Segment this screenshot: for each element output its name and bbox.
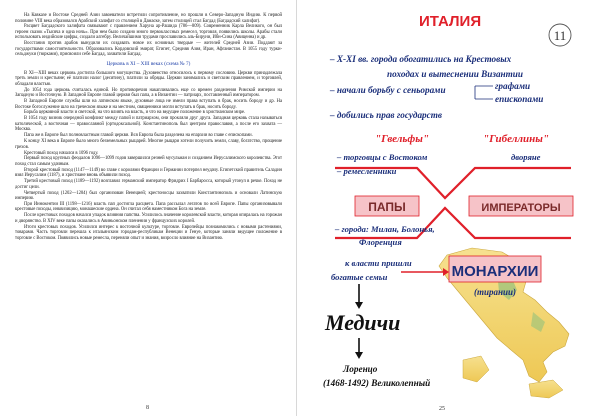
paragraph: Крестовый поход начался в 1096 году.	[24, 150, 99, 156]
label-popes: ПАПЫ	[368, 200, 406, 214]
lorenzo-line-1: Лоренцо	[343, 364, 378, 374]
popes-box	[355, 196, 419, 216]
right-page	[297, 0, 589, 416]
paragraph: Итоги крестовых походов. Усилился интерес к восточной культуре, торговле. Европейцы познакомились с новыми растениями, товарами. Часть торговли перешла к итальянским городам-республикам Венеции и Генуе, которые заняли ведущее положение в торговле с Востоком. Появились новые ремесла, переняли опыт и знания, возросло влияние на Византию.	[15, 224, 282, 241]
label-ghibellines: "Гибеллины"	[483, 133, 550, 145]
monarchies-box	[449, 256, 541, 282]
label-tyranny: (тирании)	[473, 287, 517, 297]
paragraph: В 1054 году возник очередной конфликт между папой и патриархом, они прокляли друг друга. Западная церковь стала называться католической, а восточная — православной (ортодоксальной). Константинополь был центром православия, а после его захвата — Москва.	[15, 116, 282, 133]
paragraph: Третий крестовый поход (1189—1192) возглавил германский император Фридрих I Барбаросса, который утонул в речке. Поход не достиг цели.	[15, 179, 282, 190]
to-power-line-2: богатые семьи	[331, 272, 388, 282]
paragraph: На Кавказе и Востоке Средней Азии завоеватели встретили сопротивление, но прошли в Северо-Западную Индию. К первой половине VIII века образовался Арабский халифат со столицей в Дамаске, затем столицей стал Багдад (Багдадский халифат).	[15, 13, 282, 24]
to-power-line-1: к власти пришли	[345, 258, 412, 268]
page-number-left: 8	[146, 405, 149, 411]
ghibellines-desc: дворяне	[511, 152, 541, 162]
text-episkop: епископами	[495, 94, 544, 104]
label-medici: Медичи	[325, 310, 401, 335]
label-guelphs: "Гвельфы"	[375, 133, 430, 145]
text-grafy: графами	[495, 81, 531, 91]
paragraph: Борьба церковной власти и светской, на что влиять на власть, и что на ведущее положение в христианском мире.	[24, 110, 246, 116]
paragraph: После крестовых походов начался упадок влияния папства. Усилилось значение королевской власти, которая опиралась на горожан и дворянство. В XIV веке папы оказались в Авиньонском пленении у французских королей.	[15, 213, 282, 224]
section-title: Церковь в XI – XIII веках (схема № 7)	[106, 60, 191, 67]
paragraph: Первый поход крупных феодалов 1096—1099 годов завершился резней мусульман и созданием Иерусалимского королевства. Этот поход стал самым удачным.	[15, 156, 282, 167]
paragraph: При Иннокентии III (1198—1216) власть пап достигла расцвета. Папа рассылал легатов по всей Европе. Папы организовывали крестовые походы, инквизицию, монашеские ордена. Он считал себя наместником Бога на земле.	[15, 201, 282, 213]
paragraph: К концу XI века в Европе было много безземельных рыцарей. Многие рыцари хотели получить земли, славу, богатство, прощение грехов.	[15, 139, 282, 150]
paragraph: Папа же в Европе был полновластным главой церкви. Вся Европа была разделена на епархии во главе с епископами.	[24, 133, 253, 139]
emperors-box	[469, 196, 573, 216]
scheme-number: 11	[553, 28, 567, 43]
text-line-2: походах и вытеснении Византии	[387, 69, 524, 79]
text-block-a	[15, 13, 282, 58]
paragraph: До 1054 года церковь считалась единой. Но противоречия накапливались еще со времен разделения Римской империи на Западную и Восточную. В Западной Европе главой церкви был папа, а в Византии — патриарх, поставленный императором.	[15, 87, 282, 99]
cities-line-1: – города: Милан, Болонья,	[335, 224, 435, 234]
text-block-b	[15, 71, 282, 241]
label-monarchies: МОНАРХИИ	[451, 263, 539, 280]
page-number-right: 25	[439, 406, 445, 412]
title-italy: ИТАЛИЯ	[419, 13, 482, 30]
scheme-number-badge	[549, 24, 571, 46]
text-line-1: – X-XI вв. города обогатились на Крестовых	[330, 54, 512, 64]
paragraph: Расцвет Багдадского халифата связывают с правлением Харуна ар-Рашида (786—809). Современник Карла Великого, он был героем сказок «Тысяча и одна ночь». При нем было создано много первоклассных ремесел, торговля, появились школы. Арабы стали использовать индийские цифры, создали алгебру. Величайшими трудами прославились аль-Бируни, Ибн-Сина (Авиценна) и др.	[15, 24, 282, 41]
paragraph: Второй крестовый поход (1147—1149) во главе с королями Франции и Германии потерпел неудачу. Египетский правитель Саладин взял Иерусалим (1187), и христиане вновь объявили поход.	[15, 167, 282, 179]
paragraph: Четвертый поход (1202—1204) был организован Венецией; крестоносцы захватили Константинополь и основали Латинскую империю.	[15, 190, 282, 202]
text-line-4: – добились прав государств	[330, 110, 442, 120]
text-line-3: – начали борьбу с сеньорами	[330, 85, 446, 95]
guelphs-desc-1: – торговцы с Востоком	[337, 152, 428, 162]
italy-diagram	[297, 0, 589, 416]
lorenzo-line-2: (1468-1492) Великолепный	[323, 378, 431, 388]
paragraph: Восстания против арабов вынудили их создавать новое их основных твердые — жителей Средней Азии. Поддают за государствами самостоятельности. Образовались Кордовский эмират, Египет, Средняя Азия, Иран, Афганистан. В 1055 году турки-сельджуки (тюрками), присвоили себе Багдад, захватили Багдад.	[15, 41, 282, 58]
paragraph: В Западной Европе службы шли на латинском языке, духовные лица не имели права вступать в брак, носить бороду и др. На Востоке богослужение шло на греческом языке и на местном, священники могли вступать в брак, носить бороду.	[15, 99, 282, 110]
brace-icon	[475, 86, 493, 99]
label-emperors: ИМПЕРАТОРЫ	[481, 202, 561, 214]
paragraph: В XI—XIII веках церковь достигла большого могущества. Духовенство относилось к первому сословию. Церкви принадлежала треть земли и крестьяне; её платили налог (десятину), платили за обряды. Церкви занимались и светским правлением, и торговлей, обладали властью.	[15, 70, 282, 87]
cities-line-2: Флоренция	[359, 237, 402, 247]
guelphs-desc-2: – ремесленники	[337, 166, 397, 176]
